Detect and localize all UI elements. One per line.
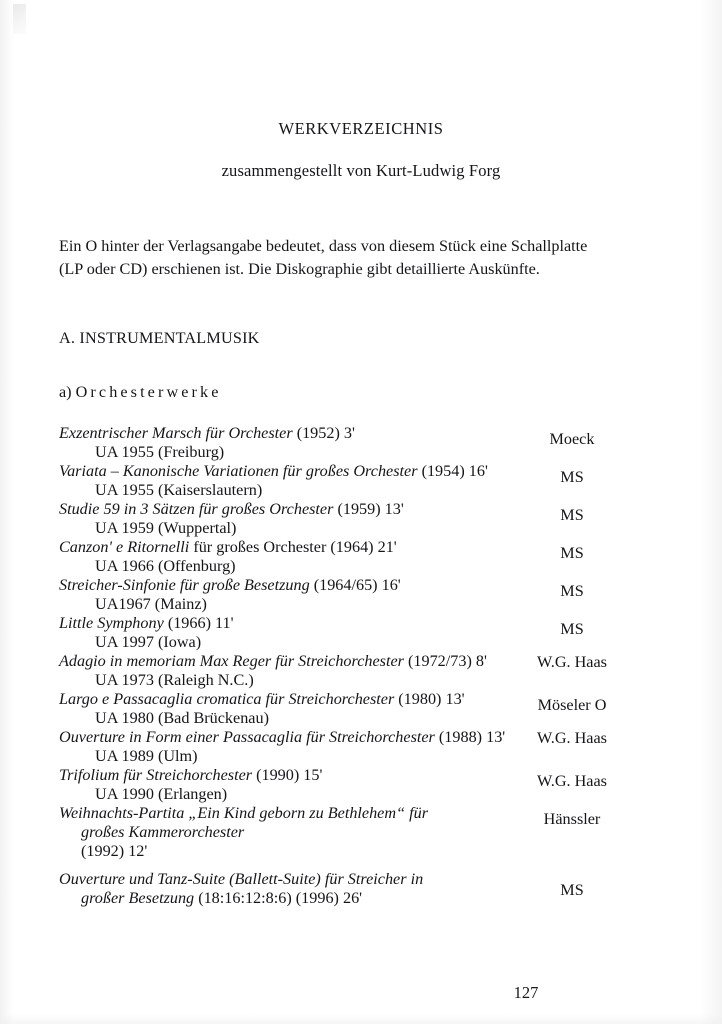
work-title-detail: (1954) 16' [417, 462, 488, 480]
work-title: Studie 59 in 3 Sätzen für großes Orchester (1959) 13' [59, 500, 404, 518]
work-title-detail: (1972/73) 8' [403, 652, 487, 670]
page-title: WERKVERZEICHNIS [278, 119, 444, 138]
work-premiere: UA 1973 (Raleigh N.C.) [95, 671, 254, 690]
work-publisher: MS [560, 506, 584, 524]
work-title-detail: (1988) 13' [434, 728, 506, 746]
work-publisher: MS [560, 468, 584, 486]
work-title-continuation: großer Besetzung (18:16:12:8:6) (1996) 26' [81, 889, 363, 908]
work-title-detail: (1990) 15' [252, 766, 323, 784]
work-title-detail: (1952) 3' [292, 424, 355, 442]
section-heading-instrumentalmusik: A. INSTRUMENTALMUSIK [59, 329, 260, 347]
scan-artifact-corner [13, 4, 26, 34]
work-text-block [59, 576, 529, 614]
work-scoring-detail: (18:16:12:8:6) (1996) 26' [194, 889, 363, 908]
work-title: Streicher-Sinfonie für große Besetzung (1964/65) 16' [59, 576, 401, 594]
work-title: Weihnachts-Partita „Ein Kind geborn zu Bethlehem“ für [59, 804, 428, 822]
work-publisher: MS [560, 881, 584, 899]
work-title-detail: (1959) 13' [333, 500, 404, 518]
page-subtitle: zusammengestellt von Kurt-Ludwig Forg [221, 161, 501, 180]
work-publisher: Möseler O [537, 696, 607, 714]
work-premiere: UA 1990 (Erlangen) [95, 785, 228, 804]
work-title: Canzon' e Ritornelli für großes Orchester (1964) 21' [59, 538, 397, 556]
subsection-label: Orchesterwerke [75, 383, 222, 401]
work-title: Largo e Passacaglia cromatica für Streichorchester (1980) 13' [59, 690, 465, 708]
work-publisher: Moeck [549, 430, 595, 448]
work-text-block [59, 424, 529, 462]
subsection-heading-orchesterwerke [59, 383, 222, 402]
work-year-duration: (1992) 12' [81, 842, 148, 861]
work-text-block [59, 500, 529, 538]
work-title-detail: für großes Orchester (1964) 21' [189, 538, 397, 556]
work-text-block [59, 614, 529, 652]
work-text-block [59, 538, 529, 576]
work-text-block [59, 652, 529, 690]
work-title: Trifolium für Streichorchester (1990) 15' [59, 766, 323, 784]
work-text-block [59, 804, 529, 862]
work-text-block [59, 690, 529, 728]
work-publisher: W.G. Haas [537, 653, 607, 671]
work-title: Adagio in memoriam Max Reger für Streichorchester (1972/73) 8' [59, 652, 487, 670]
work-title: Ouverture in Form einer Passacaglia für Streichorchester (1988) 13' [59, 728, 506, 746]
work-premiere: UA 1959 (Wuppertal) [95, 519, 237, 538]
work-title-detail: (1980) 13' [394, 690, 465, 708]
work-publisher: MS [560, 620, 584, 638]
work-text-block [59, 728, 529, 766]
work-title: Little Symphony (1966) 11' [59, 614, 234, 632]
page-number: 127 [513, 983, 539, 1002]
work-text-block [59, 766, 529, 804]
work-title-detail: (1964/65) 16' [309, 576, 401, 594]
work-title: Variata – Kanonische Variationen für großes Orchester (1954) 16' [59, 462, 488, 480]
work-premiere: UA 1966 (Offenburg) [95, 557, 236, 576]
work-premiere: UA 1989 (Ulm) [95, 747, 198, 766]
work-title: Ouverture und Tanz-Suite (Ballett-Suite) für Streicher in [59, 870, 424, 888]
work-premiere: UA1967 (Mainz) [95, 595, 207, 614]
work-publisher: Hänssler [543, 810, 601, 828]
work-premiere: UA 1955 (Freiburg) [95, 443, 225, 462]
work-publisher: W.G. Haas [537, 729, 607, 747]
intro-paragraph: Ein O hinter der Verlagsangabe bedeutet, dass von diesem Stück eine Schallplatte (LP oder CD) erschienen ist. Die Diskographie gibt detaillierte Auskünfte. [59, 237, 588, 278]
work-premiere: UA 1980 (Bad Brückenau) [95, 709, 269, 728]
work-publisher: MS [560, 544, 584, 562]
work-text-block [59, 462, 529, 500]
work-publisher: W.G. Haas [537, 772, 607, 790]
work-title-detail: (1966) 11' [163, 614, 234, 632]
subsection-prefix: a) [59, 383, 72, 401]
work-premiere: UA 1955 (Kaiserslautern) [95, 481, 263, 500]
work-title-continuation: großes Kammerorchester [81, 823, 245, 842]
work-text-block [59, 870, 529, 908]
work-publisher: MS [560, 582, 584, 600]
scan-edge-shadow [0, 1014, 722, 1024]
work-premiere: UA 1997 (Iowa) [95, 633, 202, 652]
work-title: Exzentrischer Marsch für Orchester (1952) 3' [59, 424, 355, 442]
